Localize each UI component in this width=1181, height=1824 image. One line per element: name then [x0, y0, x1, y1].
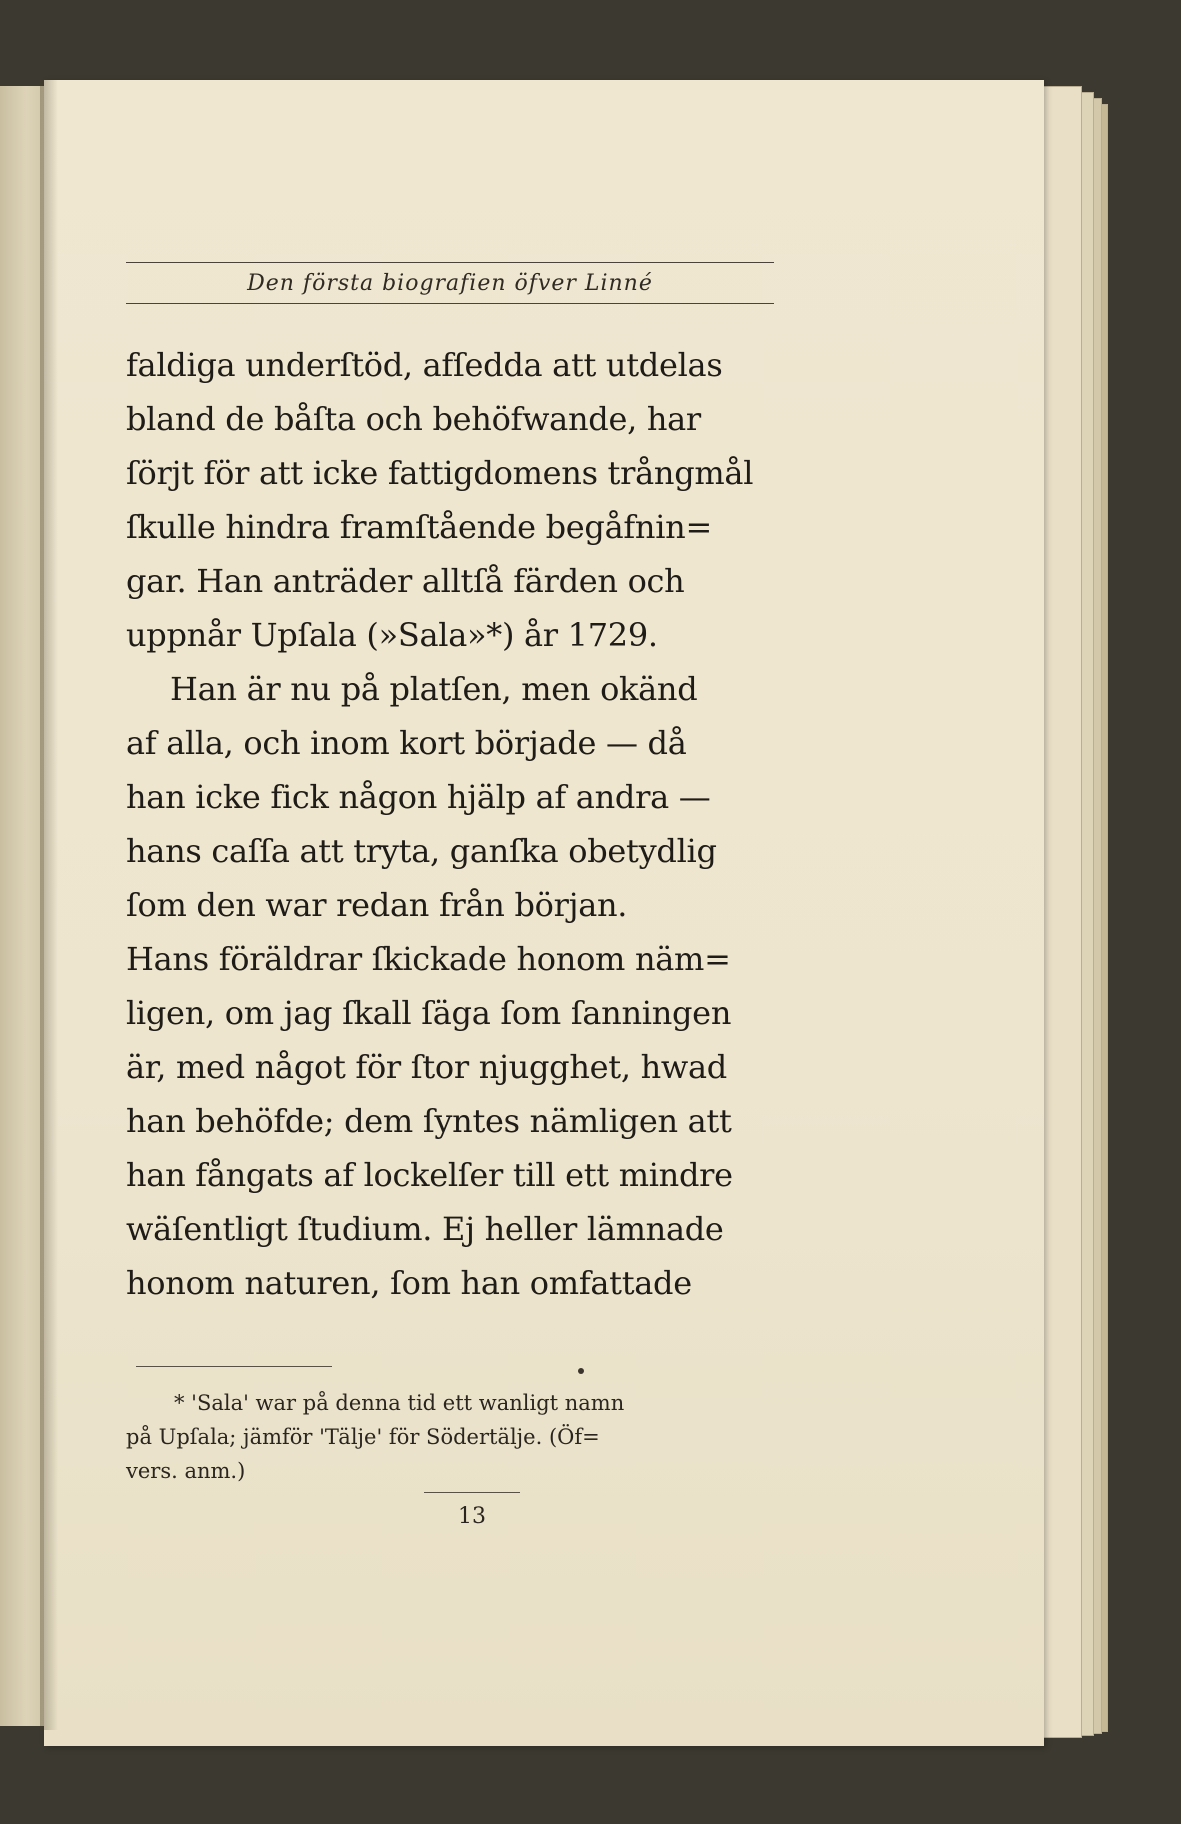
body-text	[126, 338, 786, 1310]
text-line: han icke fick någon hjälp af andra —	[126, 778, 711, 816]
footnote-line: vers. anm.)	[126, 1459, 246, 1483]
footnote-line: * 'Sala' war på denna tid ett wanligt namn	[174, 1391, 625, 1415]
ornament-dot	[578, 1368, 584, 1374]
text-line: honom naturen, ſom han omfattade	[126, 1264, 692, 1302]
running-head	[126, 262, 774, 304]
text-line: ligen, om jag ſkall ſäga ſom ſanningen	[126, 994, 732, 1032]
folio-rule	[424, 1492, 520, 1493]
page-number: 13	[458, 1504, 486, 1529]
footnote	[126, 1386, 786, 1488]
text-line: uppnår Upſala (»Sala»*) år 1729.	[126, 616, 658, 654]
text-line: hans caſſa att tryta, ganſka obetydlig	[126, 832, 717, 870]
text-line: faldiga underſtöd, afſedda att utdelas	[126, 346, 723, 384]
text-line: af alla, och inom kort började — då	[126, 724, 687, 762]
text-line: ſom den war redan från början.	[126, 886, 628, 924]
text-line: han behöfde; dem ſyntes nämligen att	[126, 1102, 732, 1140]
text-line: ſörjt för att icke fattigdomens trångmål	[126, 454, 754, 492]
text-line: Han är nu på platſen, men okänd	[170, 670, 698, 708]
text-line: ſkulle hindra framſtående begåfnin=	[126, 508, 712, 546]
running-head-title: Den första biografien öfver Linné	[247, 271, 653, 296]
text-line: wäſentligt ſtudium. Ej heller lämnade	[126, 1210, 724, 1248]
book-page	[44, 80, 1044, 1746]
footnote-line: på Upſala; jämför 'Tälje' för Södertälje. (Öf=	[126, 1425, 600, 1449]
text-line: gar. Han anträder alltſå färden och	[126, 562, 685, 600]
footnote-rule	[136, 1366, 332, 1367]
text-line: bland de båſta och behöfwande, har	[126, 400, 701, 438]
text-line: är, med något för ſtor njugghet, hwad	[126, 1048, 727, 1086]
page-edge	[1040, 86, 1082, 1738]
text-line: Hans föräldrar ſkickade honom näm=	[126, 940, 731, 978]
text-line: han fångats af lockelſer till ett mindre	[126, 1156, 733, 1194]
gutter-shadow	[40, 80, 58, 1730]
